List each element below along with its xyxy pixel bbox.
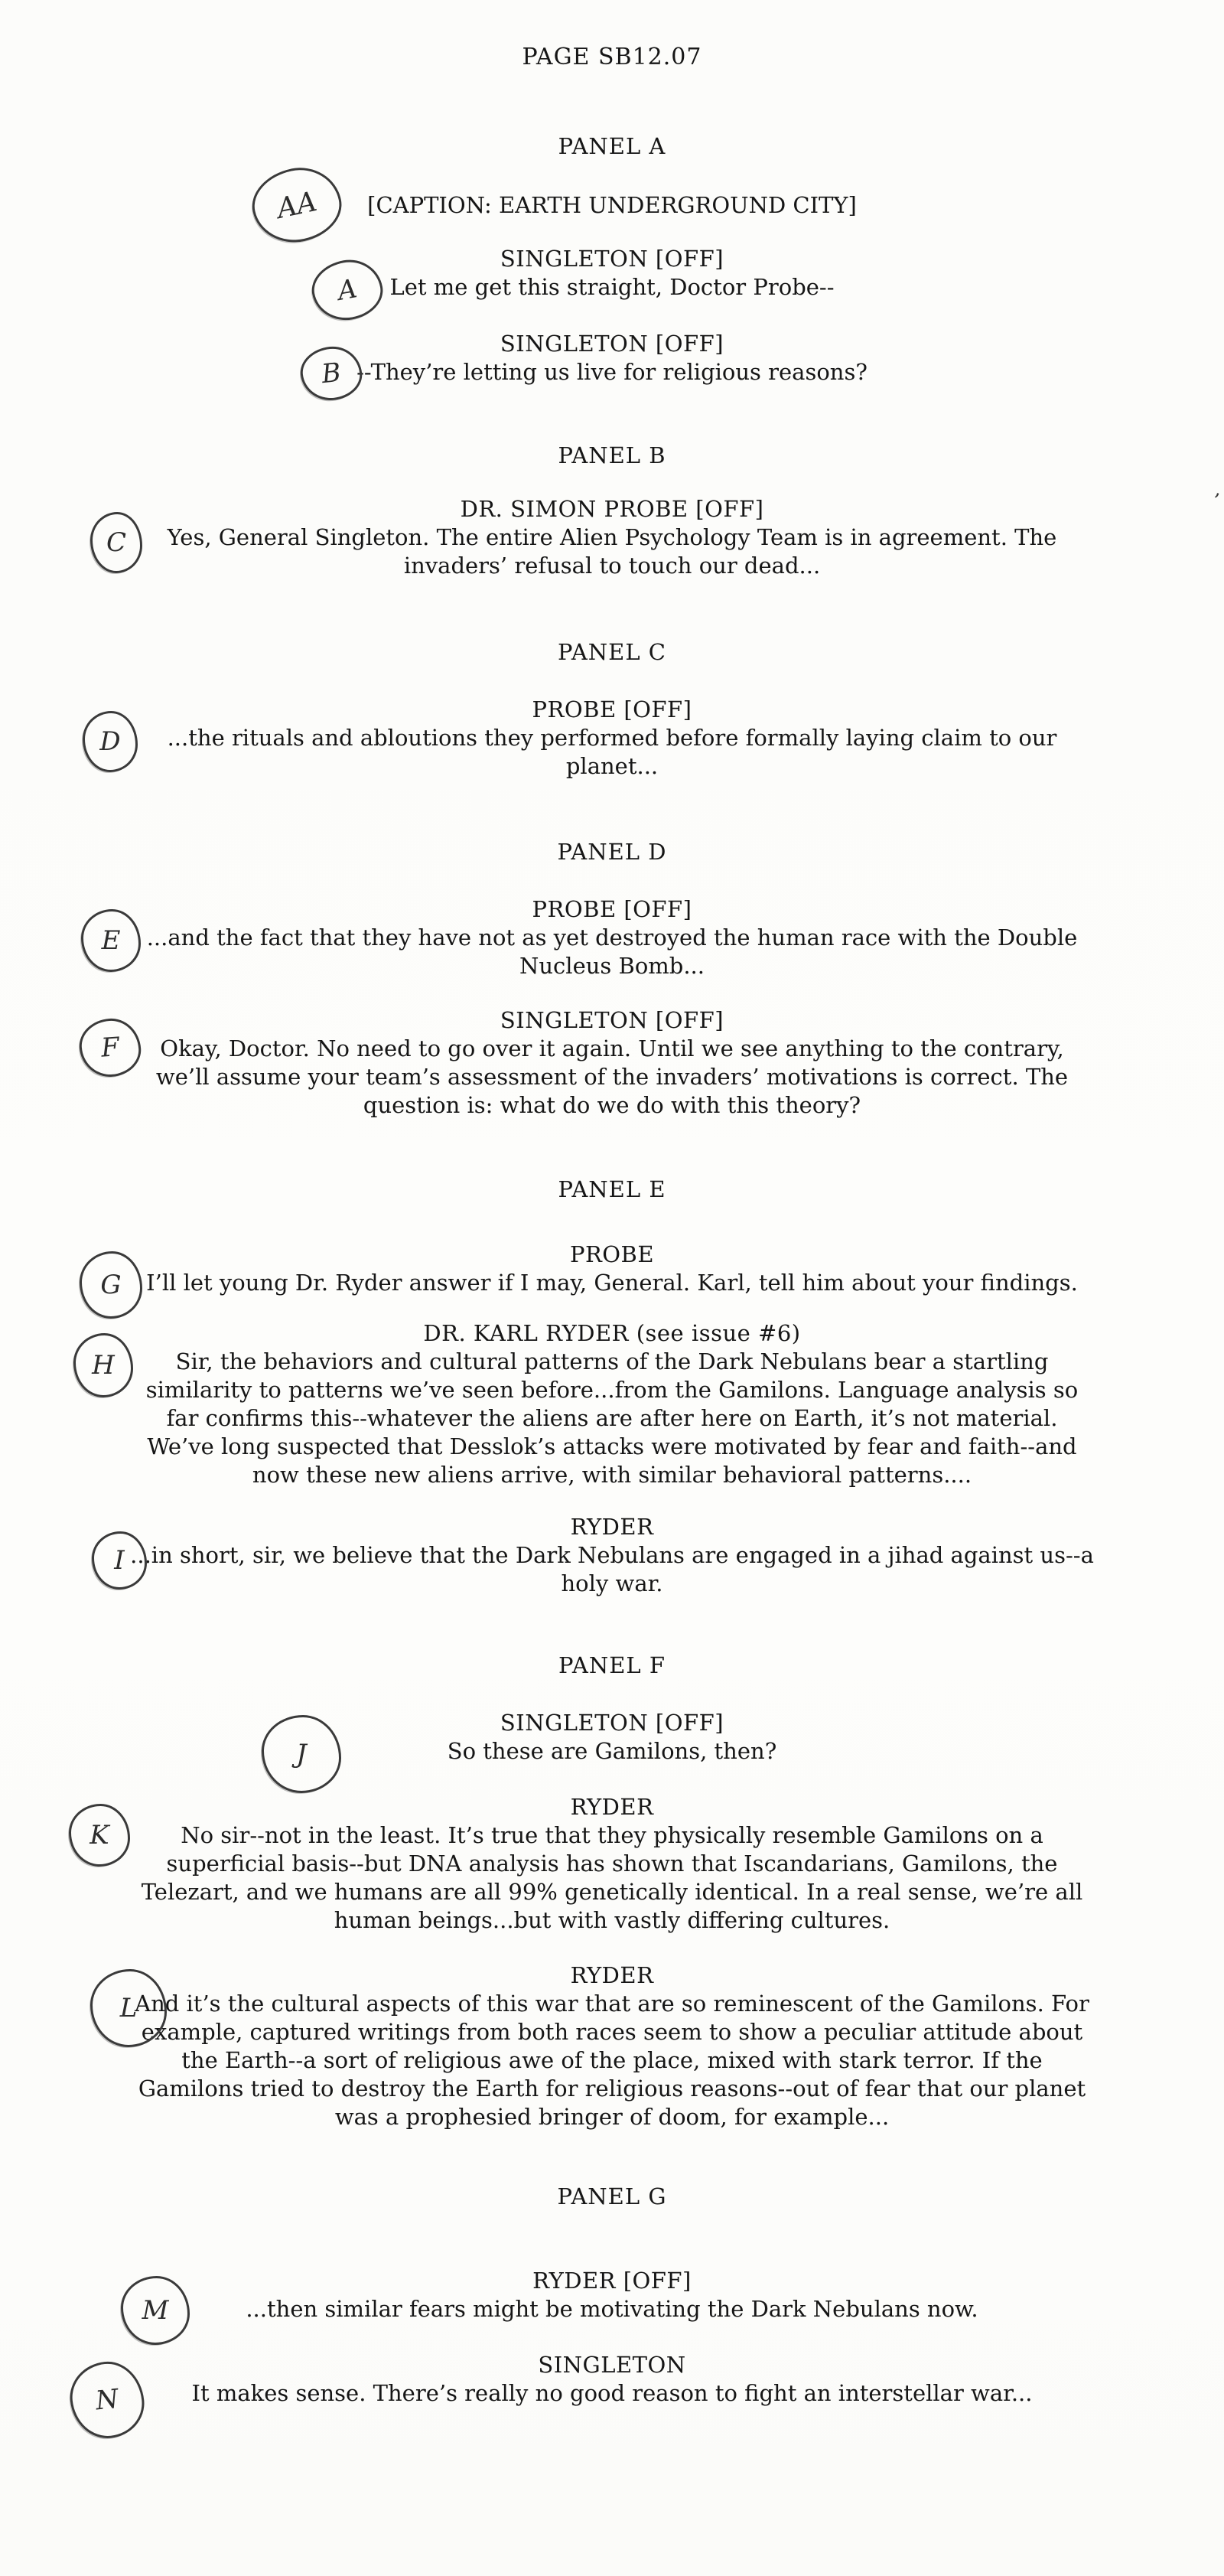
cue-singleton-b bbox=[0, 330, 1224, 390]
dialogue-text: ...then similar fears might be motivating the Dark Nebulans now. bbox=[246, 2296, 978, 2322]
dialogue-text: ...the rituals and abloutions they performed before formally laying claim to our planet... bbox=[167, 725, 1057, 779]
dialogue-text: And it’s the cultural aspects of this war that are so reminescent of the Gamilons. For example, captured writings from both races seem to show a peculiar attitude about the Earth--a sort of religious awe of the place, mixed with stark terror. If the Gamilons tried to destroy the Earth for religious reasons--out of fear that our planet was a prophesied bringer of doom, for example... bbox=[135, 1991, 1089, 2130]
page-title: PAGE SB12.07 bbox=[522, 44, 702, 70]
panel-heading-b: PANEL B bbox=[558, 442, 666, 468]
speaker-name: RYDER bbox=[570, 1514, 654, 1540]
revision-circle-m: M bbox=[121, 2276, 190, 2345]
cue-singleton-n bbox=[0, 2351, 1224, 2417]
cue-singleton-f bbox=[0, 1006, 1224, 1120]
speaker-name: SINGLETON [OFF] bbox=[500, 1007, 724, 1033]
revision-circle-j: J bbox=[262, 1715, 341, 1793]
dialogue-text: Okay, Doctor. No need to go over it again. Until we see anything to the contrary, we’ll assume your team’s assessment of the invaders’ motivations is correct. The question is: what do we do with this theory? bbox=[155, 1035, 1069, 1118]
revision-circle-g: G bbox=[80, 1251, 142, 1319]
speaker-name: PROBE bbox=[569, 1241, 655, 1267]
revision-circle-l: L bbox=[90, 1969, 167, 2047]
caption-text: [CAPTION: EARTH UNDERGROUND CITY] bbox=[367, 192, 857, 218]
cue-ryder-l bbox=[0, 1961, 1224, 2131]
dialogue-text: It makes sense. There’s really no good reason to fight an interstellar war... bbox=[191, 2380, 1033, 2406]
cue-ryder-h bbox=[0, 1319, 1224, 1489]
speaker-name: PROBE [OFF] bbox=[532, 896, 692, 922]
cue-ryder-m bbox=[0, 2267, 1224, 2326]
panel-heading-d: PANEL D bbox=[557, 839, 667, 865]
cue-probe-e bbox=[0, 895, 1224, 980]
speaker-name: SINGLETON bbox=[538, 2352, 686, 2378]
speaker-name: SINGLETON [OFF] bbox=[500, 331, 724, 357]
cue-ryder-k bbox=[0, 1793, 1224, 1935]
scan-artifact: ’ bbox=[1209, 489, 1222, 514]
dialogue-text: Let me get this straight, Doctor Probe-- bbox=[389, 274, 835, 300]
speaker-name: RYDER bbox=[570, 1794, 654, 1820]
cue-probe-g bbox=[0, 1241, 1224, 1300]
cue-caption bbox=[0, 185, 1224, 225]
speaker-name: PROBE [OFF] bbox=[532, 696, 692, 722]
dialogue-text: ...in short, sir, we believe that the Dark Nebulans are engaged in a jihad against us--a holy war. bbox=[130, 1542, 1094, 1596]
speaker-name: DR. KARL RYDER (see issue #6) bbox=[423, 1320, 801, 1346]
revision-circle-aa: AA bbox=[246, 160, 347, 250]
dialogue-text: Yes, General Singleton. The entire Alien Psychology Team is in agreement. The invaders’ refusal to touch our dead... bbox=[167, 524, 1057, 579]
dialogue-text: --They’re letting us live for religious reasons? bbox=[356, 359, 868, 385]
revision-circle-c: C bbox=[90, 512, 142, 573]
speaker-name: RYDER bbox=[570, 1962, 654, 1988]
speaker-name: SINGLETON [OFF] bbox=[500, 1710, 724, 1736]
dialogue-text: No sir--not in the least. It’s true that they physically resemble Gamilons on a superficial basis--but DNA analysis has shown that Iscandarians, Gamilons, the Telezart, and we humans are all 99% genetically identical. In a real sense, we’re all human beings...but with vastly differing cultures. bbox=[141, 1822, 1083, 1933]
cue-singleton-j bbox=[0, 1709, 1224, 1769]
revision-circle-i: I bbox=[92, 1531, 147, 1590]
speaker-name: SINGLETON [OFF] bbox=[500, 246, 724, 272]
dialogue-text: So these are Gamilons, then? bbox=[447, 1738, 777, 1764]
revision-circle-k: K bbox=[69, 1804, 130, 1867]
revision-circle-h: H bbox=[73, 1333, 133, 1397]
revision-circle-e: E bbox=[81, 909, 141, 972]
panel-heading-e: PANEL E bbox=[558, 1176, 666, 1202]
dialogue-text: ...and the fact that they have not as yet destroyed the human race with the Double Nucleus Bomb... bbox=[146, 924, 1078, 979]
revision-circle-b: B bbox=[298, 344, 365, 403]
cue-probe-d bbox=[0, 696, 1224, 781]
speaker-name: RYDER [OFF] bbox=[532, 2268, 692, 2294]
cue-singleton-a bbox=[0, 245, 1224, 307]
cue-probe-c bbox=[0, 495, 1224, 580]
revision-circle-f: F bbox=[77, 1016, 142, 1078]
panel-heading-c: PANEL C bbox=[557, 639, 666, 665]
panel-heading-a: PANEL A bbox=[558, 133, 666, 159]
revision-circle-d: D bbox=[83, 711, 138, 772]
revision-circle-a: A bbox=[308, 255, 387, 326]
panel-heading-f: PANEL F bbox=[558, 1652, 666, 1678]
revision-circle-n: N bbox=[67, 2358, 148, 2441]
cue-ryder-i bbox=[0, 1513, 1224, 1598]
dialogue-text: I’ll let young Dr. Ryder answer if I may, General. Karl, tell him about your findings. bbox=[146, 1270, 1078, 1296]
panel-heading-g: PANEL G bbox=[557, 2183, 667, 2209]
dialogue-text: Sir, the behaviors and cultural patterns of the Dark Nebulans bear a startling similarity to patterns we’ve seen before...from the Gamilons. Language analysis so far confirms this--whatever the aliens are after here on Earth, it’s not material. We’ve long suspected that Desslok’s attacks were motivated by fear and faith--and now these new aliens arrive, with similar behavioral patterns.... bbox=[145, 1348, 1079, 1488]
speaker-name: DR. SIMON PROBE [OFF] bbox=[460, 496, 764, 522]
